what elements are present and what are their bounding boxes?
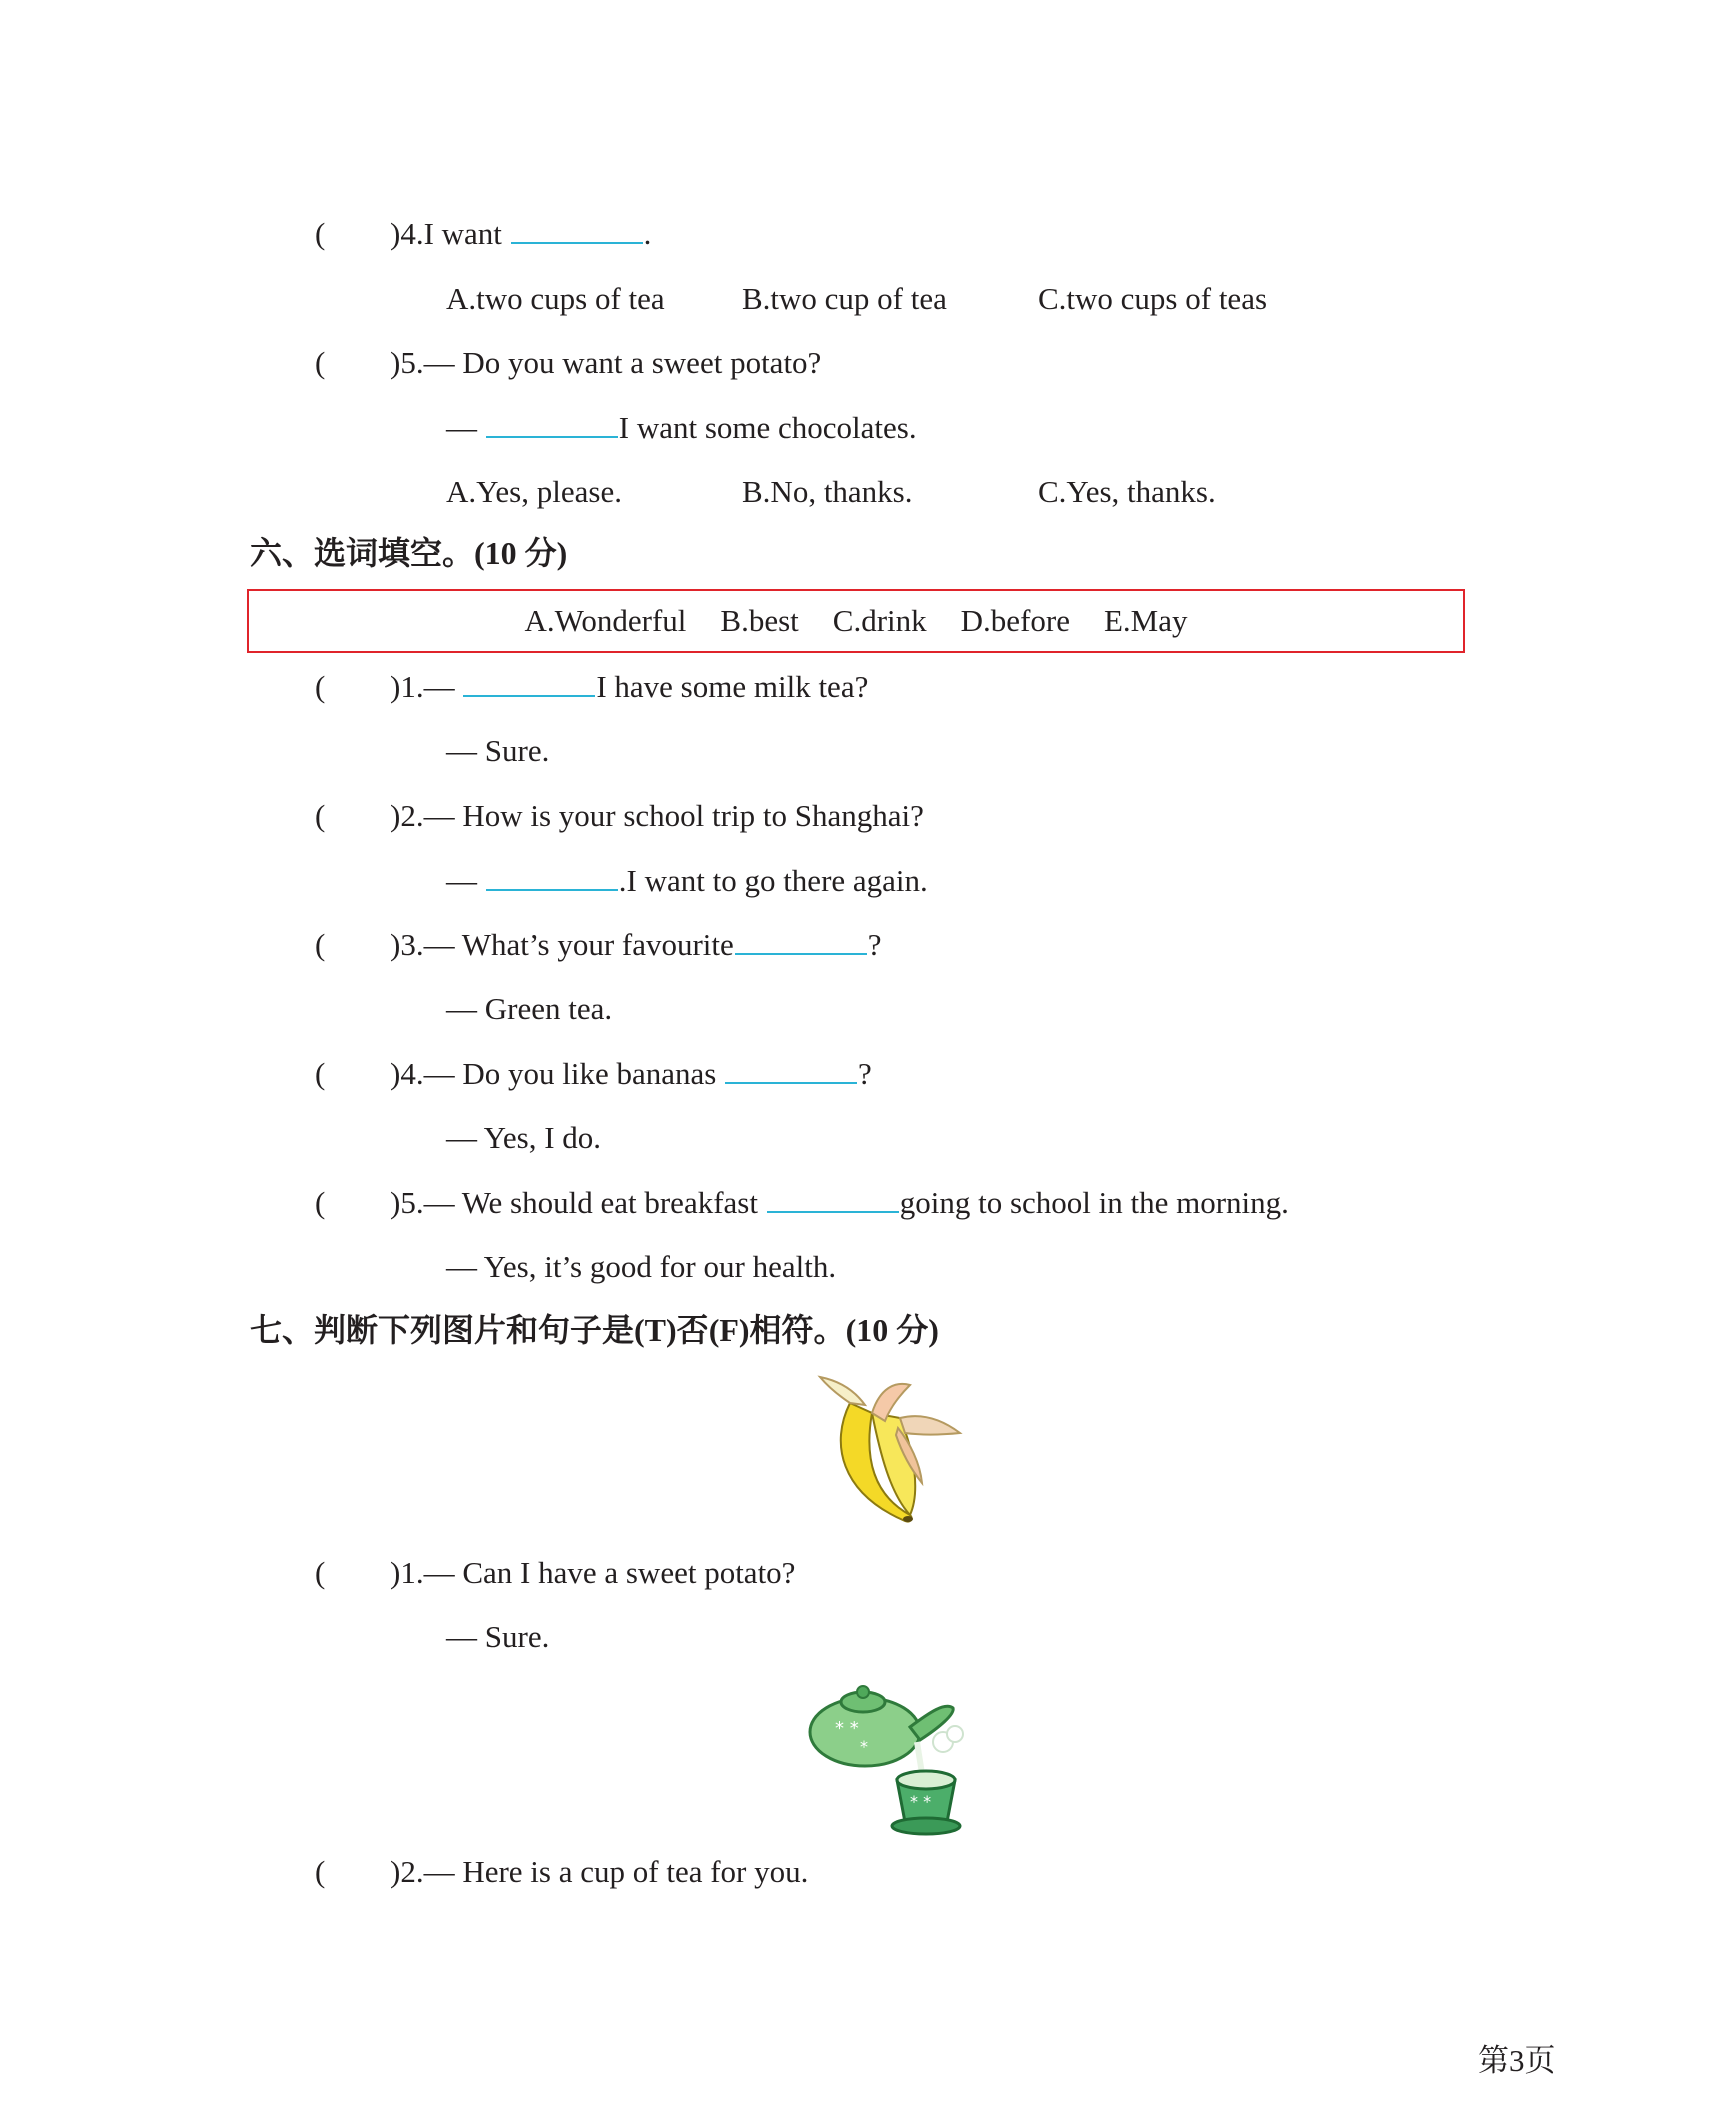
option-c: C.two cups of teas xyxy=(1038,281,1268,316)
answer-paren[interactable]: ( xyxy=(315,216,326,251)
question-text: )4.— Do you like bananas ? xyxy=(390,1056,872,1091)
word-option-e: E.May xyxy=(1103,603,1188,638)
option-b: B.two cup of tea xyxy=(742,281,947,316)
answer-paren[interactable]: ( xyxy=(315,1555,326,1590)
option-a: A.Yes, please. xyxy=(446,474,622,509)
answer-paren[interactable]: ( xyxy=(315,798,326,833)
answer-paren[interactable]: ( xyxy=(315,1185,326,1220)
reply-text: — .I want to go there again. xyxy=(446,863,928,898)
banana-icon xyxy=(810,1373,970,1523)
question-text: )1.— Can I have a sweet potato? xyxy=(390,1555,796,1590)
option-b: B.No, thanks. xyxy=(742,474,913,509)
reply-text: — Green tea. xyxy=(446,991,613,1026)
svg-text:* *: * * xyxy=(910,1792,932,1811)
answer-blank[interactable] xyxy=(767,1185,899,1213)
word-bank-box xyxy=(247,589,1465,653)
answer-paren[interactable]: ( xyxy=(315,669,326,704)
word-option-a: A.Wonderful xyxy=(524,603,687,638)
answer-blank[interactable] xyxy=(486,863,618,891)
question-text: )2.— How is your school trip to Shanghai? xyxy=(390,798,924,833)
answer-paren[interactable]: ( xyxy=(315,345,326,380)
reply-text: — Yes, it’s good for our health. xyxy=(446,1249,837,1284)
page-number: 第3页 xyxy=(1478,2043,1556,2078)
reply-text: — I want some chocolates. xyxy=(446,410,917,445)
option-c: C.Yes, thanks. xyxy=(1038,474,1216,509)
answer-blank[interactable] xyxy=(725,1056,857,1084)
word-option-b: B.best xyxy=(720,603,799,638)
question-text: )5.— We should eat breakfast going to school in the morning. xyxy=(390,1185,1289,1220)
word-option-c: C.drink xyxy=(832,603,927,638)
answer-paren[interactable]: ( xyxy=(315,1854,326,1889)
teapot-icon xyxy=(805,1672,975,1837)
section-title: 七、判断下列图片和句子是(T)否(F)相符。(10 分) xyxy=(250,1311,939,1349)
question-text: )5.— Do you want a sweet potato? xyxy=(390,345,822,380)
answer-blank[interactable] xyxy=(463,669,595,697)
answer-paren[interactable]: ( xyxy=(315,927,326,962)
svg-text:*: * xyxy=(860,1737,868,1756)
answer-blank[interactable] xyxy=(511,216,643,244)
answer-blank[interactable] xyxy=(486,410,618,438)
question-text: )1.— I have some milk tea? xyxy=(390,669,869,704)
reply-text: — Yes, I do. xyxy=(446,1120,602,1155)
question-text: )4.I want . xyxy=(390,216,652,251)
answer-paren[interactable]: ( xyxy=(315,1056,326,1091)
word-option-d: D.before xyxy=(960,603,1070,638)
svg-text:* *: * * xyxy=(835,1718,859,1739)
reply-text: — Sure. xyxy=(446,733,550,768)
answer-blank[interactable] xyxy=(735,927,867,955)
section-title: 六、选词填空。(10 分) xyxy=(250,534,568,572)
option-a: A.two cups of tea xyxy=(446,281,665,316)
question-text: )2.— Here is a cup of tea for you. xyxy=(390,1854,809,1889)
reply-text: — Sure. xyxy=(446,1619,550,1654)
question-text: )3.— What’s your favourite ? xyxy=(390,927,882,962)
